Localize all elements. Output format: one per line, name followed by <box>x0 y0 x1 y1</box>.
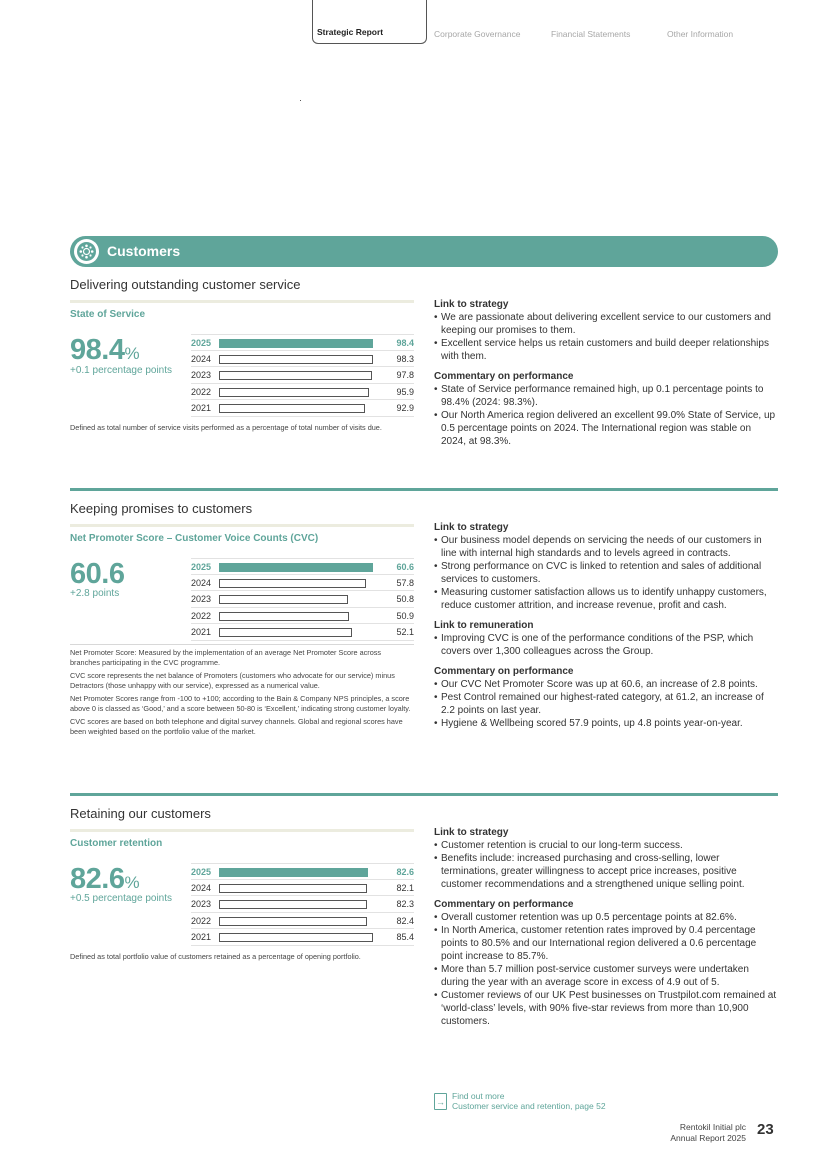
footer-report: Annual Report 2025 <box>670 1133 746 1143</box>
list-item: • Strong performance on CVC is linked to retention and sales of additional services to customers. <box>434 560 778 586</box>
card-rule <box>70 524 414 527</box>
bar <box>219 900 367 909</box>
list-item: • Benefits include: increased purchasing and cross-selling, lower terminations, greater willingness to accept price increases, positive customer recommendations and a strengthened unique selling point. <box>434 852 778 891</box>
bar-year: 2023 <box>191 899 212 909</box>
list-item: • State of Service performance remained high, up 0.1 percentage points to 98.4% (2024: 98.3%). <box>434 383 778 409</box>
bar-year: 2025 <box>191 338 212 348</box>
commentary-heading: Commentary on performance <box>434 371 574 382</box>
card-rule <box>70 300 414 303</box>
bar-value: 82.6 <box>396 867 414 877</box>
bar <box>219 868 368 877</box>
bar-year: 2021 <box>191 403 212 413</box>
bar-row <box>191 384 414 401</box>
change-state-of-service: +0.1 percentage points <box>70 365 173 376</box>
bar-value: 57.8 <box>396 577 414 588</box>
list-item: • We are passionate about delivering excellent service to our customers and keeping our promises to them. <box>434 311 778 337</box>
commentary-promises <box>434 521 778 737</box>
bar <box>219 388 369 397</box>
footer-company: Rentokil Initial plc <box>679 1122 746 1132</box>
bar-row <box>191 929 414 946</box>
bar <box>219 917 367 926</box>
list-item: • Customer reviews of our UK Pest businesses on Trustpilot.com remained at ‘world-class’ levels, with 90% five-star reviews from more than 10,900 customers. <box>434 989 778 1028</box>
link-to-remuneration-heading: Link to remuneration <box>434 620 534 631</box>
link-to-strategy-heading: Link to strategy <box>434 299 509 310</box>
bar-value: 82.4 <box>396 915 414 926</box>
note-paragraph: CVC scores are based on both telephone and digital survey channels. Global and regional scores have been weighted based on the portfolio value of the market. <box>70 717 403 736</box>
banner-title: Customers <box>107 243 181 259</box>
note-rule <box>70 644 414 645</box>
bar-row <box>191 334 414 351</box>
bar-year: 2025 <box>191 562 212 572</box>
bar-row <box>191 575 414 592</box>
list-item: • Customer retention is crucial to our long-term success. <box>434 839 778 852</box>
arrow-right-icon: → <box>434 1093 447 1110</box>
footer <box>670 1122 746 1144</box>
bar-value: 50.8 <box>396 594 414 604</box>
bar-value: 92.9 <box>396 403 414 413</box>
bar-value: 50.9 <box>396 610 414 621</box>
customers-banner <box>70 236 778 267</box>
card-rule <box>70 829 414 832</box>
nav-tab-financial-statements[interactable]: Financial Statements <box>551 29 631 39</box>
bar-row <box>191 558 414 575</box>
bar-year: 2021 <box>191 932 212 942</box>
bar <box>219 355 373 364</box>
bar <box>219 628 352 637</box>
list-item: • In North America, customer retention rates improved by 0.4 percentage points to 80.5% and our International region delivered a 0.6 percentage point increase to 85.7%. <box>434 924 778 963</box>
bar-value: 85.4 <box>396 932 414 942</box>
list-item: • Overall customer retention was up 0.5 percentage points at 82.6%. <box>434 911 778 924</box>
section-divider <box>70 793 778 796</box>
bar <box>219 563 373 572</box>
list-item: • Pest Control remained our highest-rated category, at 61.2, an increase of 2.2 points on last year. <box>434 691 778 717</box>
bar-chart-state-of-service <box>191 334 414 417</box>
bar-year: 2023 <box>191 370 212 380</box>
list-item: • Hygiene & Wellbeing scored 57.9 points, up 4.8 points year-on-year. <box>434 717 778 730</box>
bar-year: 2022 <box>191 386 212 397</box>
bar-row <box>191 896 414 913</box>
bar-value: 82.1 <box>396 882 414 893</box>
bar-year: 2023 <box>191 594 212 604</box>
bar-value: 95.9 <box>396 386 414 397</box>
bar-year: 2025 <box>191 867 212 877</box>
bar-chart-nps <box>191 558 414 641</box>
nav-tab-other-information[interactable]: Other Information <box>667 29 734 39</box>
top-navigation <box>0 0 825 46</box>
bar <box>219 339 373 348</box>
bar <box>219 884 367 893</box>
bar-year: 2022 <box>191 610 212 621</box>
section-divider <box>70 488 778 491</box>
big-value-nps: 60.6 <box>70 558 125 590</box>
big-value-state-of-service: 98.4% <box>70 334 140 366</box>
list-item: • Excellent service helps us retain customers and build deeper relationships with them. <box>434 337 778 363</box>
bar-row <box>191 608 414 625</box>
change-customer-retention: +0.5 percentage points <box>70 893 173 904</box>
nav-tab-strategic-report[interactable] <box>312 0 427 44</box>
bar-year: 2024 <box>191 577 212 588</box>
bar-year: 2021 <box>191 627 212 637</box>
note-paragraph: Net Promoter Score: Measured by the implementation of an average Net Promoter Score across branches participating in the CVC programme. <box>70 648 382 667</box>
section-title-promises: Keeping promises to customers <box>70 501 253 516</box>
bar-value: 82.3 <box>396 899 414 909</box>
bar-value: 60.6 <box>396 562 414 572</box>
page-number: 23 <box>757 1121 774 1138</box>
metric-title-customer-retention: Customer retention <box>70 838 163 849</box>
bar <box>219 579 366 588</box>
find-out-more-target[interactable]: Customer service and retention, page 52 <box>452 1101 606 1111</box>
bar-row <box>191 351 414 368</box>
definition-note <box>70 423 412 437</box>
bar-row <box>191 880 414 897</box>
note-paragraph: CVC score represents the net balance of Promoters (customers who advocate for our service) minus Detractors (those unhappy with our service), expressed as a numerical value. <box>70 671 395 690</box>
bar <box>219 595 348 604</box>
commentary-heading: Commentary on performance <box>434 899 574 910</box>
bar-value: 98.4 <box>396 338 414 348</box>
nav-tab-label: Strategic Report <box>317 27 384 37</box>
definition-note <box>70 648 412 740</box>
change-nps: +2.8 points <box>70 588 120 599</box>
list-item: • Our business model depends on servicing the needs of our customers in line with internal high standards and to levels agreed in contracts. <box>434 534 778 560</box>
find-out-more-label: Find out more <box>452 1091 505 1101</box>
bar <box>219 612 349 621</box>
metric-title-state-of-service: State of Service <box>70 309 146 320</box>
bar-row <box>191 400 414 417</box>
bar-row <box>191 624 414 641</box>
definition-note <box>70 952 412 966</box>
note-paragraph: Defined as total number of service visits performed as a percentage of total number of visits due. <box>70 423 382 432</box>
commentary-heading: Commentary on performance <box>434 666 574 677</box>
link-to-strategy-heading: Link to strategy <box>434 827 509 838</box>
big-value-customer-retention: 82.6% <box>70 863 140 895</box>
link-to-strategy-heading: Link to strategy <box>434 522 509 533</box>
stray-dot <box>300 100 301 101</box>
section-title-service: Delivering outstanding customer service <box>70 277 301 292</box>
bar-value: 97.8 <box>396 370 414 380</box>
note-paragraph: Defined as total portfolio value of customers retained as a percentage of opening portfolio. <box>70 952 361 961</box>
list-item: • Our North America region delivered an excellent 99.0% State of Service, up 0.5 percentage points on 2024. The International region was stable on 2024, at 98.3%. <box>434 409 778 448</box>
bar-row <box>191 591 414 608</box>
commentary-service <box>434 298 778 455</box>
customers-icon <box>74 239 99 264</box>
metric-title-nps: Net Promoter Score – Customer Voice Counts (CVC) <box>70 533 319 544</box>
section-title-retention: Retaining our customers <box>70 806 211 821</box>
bar-chart-customer-retention <box>191 863 414 946</box>
list-item: • Measuring customer satisfaction allows us to identify unhappy customers, reduce customer attrition, and increase revenue, profit and cash. <box>434 586 778 612</box>
bar-year: 2024 <box>191 353 212 364</box>
bar-row <box>191 863 414 880</box>
nav-tab-corporate-governance[interactable]: Corporate Governance <box>434 29 521 39</box>
bar-value: 98.3 <box>396 353 414 364</box>
bar-year: 2024 <box>191 882 212 893</box>
bar <box>219 404 365 413</box>
bar <box>219 933 373 942</box>
bar-value: 52.1 <box>396 627 414 637</box>
commentary-retention <box>434 826 778 1035</box>
bar-row <box>191 913 414 930</box>
note-paragraph: Net Promoter Scores range from -100 to +100; according to the Bain & Company NPS principles, a score above 0 is classed as ‘Good,’ and a score between 50-80 is ‘Excellent,’ indicating strong customer loyalty. <box>70 694 411 713</box>
bar-row <box>191 367 414 384</box>
list-item: • Our CVC Net Promoter Score was up at 60.6, an increase of 2.8 points. <box>434 678 778 691</box>
list-item: • Improving CVC is one of the performance conditions of the PSP, which covers over 1,300 colleagues across the Group. <box>434 632 778 658</box>
list-item: • More than 5.7 million post-service customer surveys were undertaken during the year with an average score in excess of 4.9 out of 5. <box>434 963 778 989</box>
bar <box>219 371 372 380</box>
bar-year: 2022 <box>191 915 212 926</box>
